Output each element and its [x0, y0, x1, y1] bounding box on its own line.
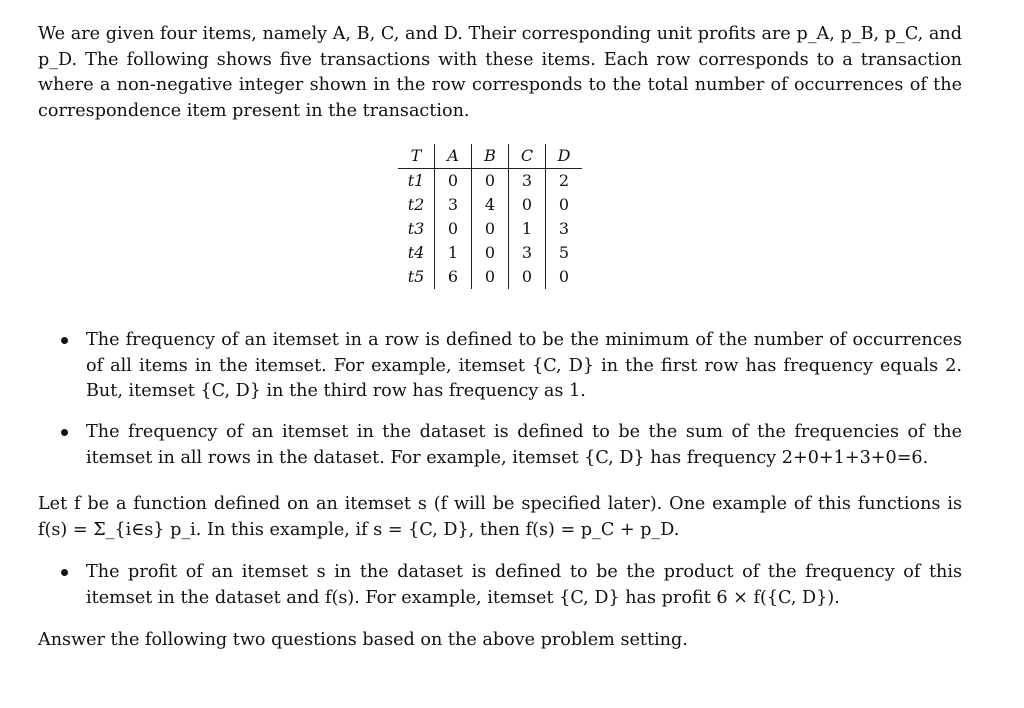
cell: 0	[435, 217, 472, 241]
table-row	[398, 265, 582, 289]
bullet-list	[38, 420, 962, 471]
row-label: t4	[407, 243, 425, 262]
intro-paragraph	[38, 22, 962, 124]
table-header-row	[398, 144, 582, 169]
function-definition-paragraph	[38, 492, 962, 543]
row-label: t2	[407, 195, 425, 214]
header-c: C	[509, 144, 546, 169]
cell: 0	[472, 241, 509, 265]
cell: 5	[546, 241, 583, 265]
cell: 0	[472, 217, 509, 241]
table-row	[398, 241, 582, 265]
transaction-table	[398, 144, 582, 289]
bullet-list	[38, 560, 962, 611]
cell: 1	[435, 241, 472, 265]
cell: 3	[509, 241, 546, 265]
row-label: t1	[407, 171, 425, 190]
cell: 0	[546, 193, 583, 217]
function-definition-text: Let f be a function defined on an itemset s (f will be specified later). One example of this functions is f(s) = Σ_{i∈s} p_i. In this example, if s = {C, D}, then f(s) = p_C + p_D.	[38, 494, 962, 540]
header-a: A	[435, 144, 472, 169]
closing-paragraph	[38, 628, 962, 654]
cell: 0	[546, 265, 583, 289]
cell: 0	[509, 265, 546, 289]
table-row	[398, 217, 582, 241]
cell: 6	[435, 265, 472, 289]
bullet-frequency-dataset: The frequency of an itemset in the dataset is defined to be the sum of the frequencies of the itemset in all rows in the dataset. For example, itemset {C, D} has frequency 2+0+1+3+0=6.	[38, 420, 962, 471]
header-d: D	[546, 144, 583, 169]
bullet-block-2	[38, 420, 962, 471]
transaction-table-container	[398, 144, 582, 289]
header-t: T	[398, 144, 435, 169]
cell: 3	[509, 169, 546, 194]
table-row	[398, 169, 582, 194]
cell: 0	[435, 169, 472, 194]
bullet-list	[38, 328, 962, 405]
bullet-block-1	[38, 328, 962, 405]
row-label: t3	[407, 219, 425, 238]
closing-text: Answer the following two questions based on the above problem setting.	[38, 630, 688, 650]
bullet-profit: The profit of an itemset s in the dataset is defined to be the product of the frequency of this itemset in the dataset and f(s). For example, itemset {C, D} has profit 6 × f({C, D}).	[38, 560, 962, 611]
bullet-block-3	[38, 560, 962, 611]
cell: 0	[472, 265, 509, 289]
cell: 0	[509, 193, 546, 217]
cell: 1	[509, 217, 546, 241]
cell: 2	[546, 169, 583, 194]
table-row	[398, 193, 582, 217]
cell: 3	[546, 217, 583, 241]
intro-text: We are given four items, namely A, B, C, and D. Their corresponding unit profits are p_A, p_B, p_C, and p_D. The following shows five transactions with these items. Each row corresponds to a transaction where a non-negative integer shown in the row corresponds to the total number of occurrences of the correspondence item present in the transaction.	[38, 24, 962, 121]
cell: 4	[472, 193, 509, 217]
row-label: t5	[407, 267, 425, 286]
bullet-frequency-row: The frequency of an itemset in a row is defined to be the minimum of the number of occurrences of all items in the itemset. For example, itemset {C, D} in the first row has frequency equals 2. But, itemset {C, D} in the third row has frequency as 1.	[38, 328, 962, 405]
cell: 0	[472, 169, 509, 194]
cell: 3	[435, 193, 472, 217]
header-b: B	[472, 144, 509, 169]
